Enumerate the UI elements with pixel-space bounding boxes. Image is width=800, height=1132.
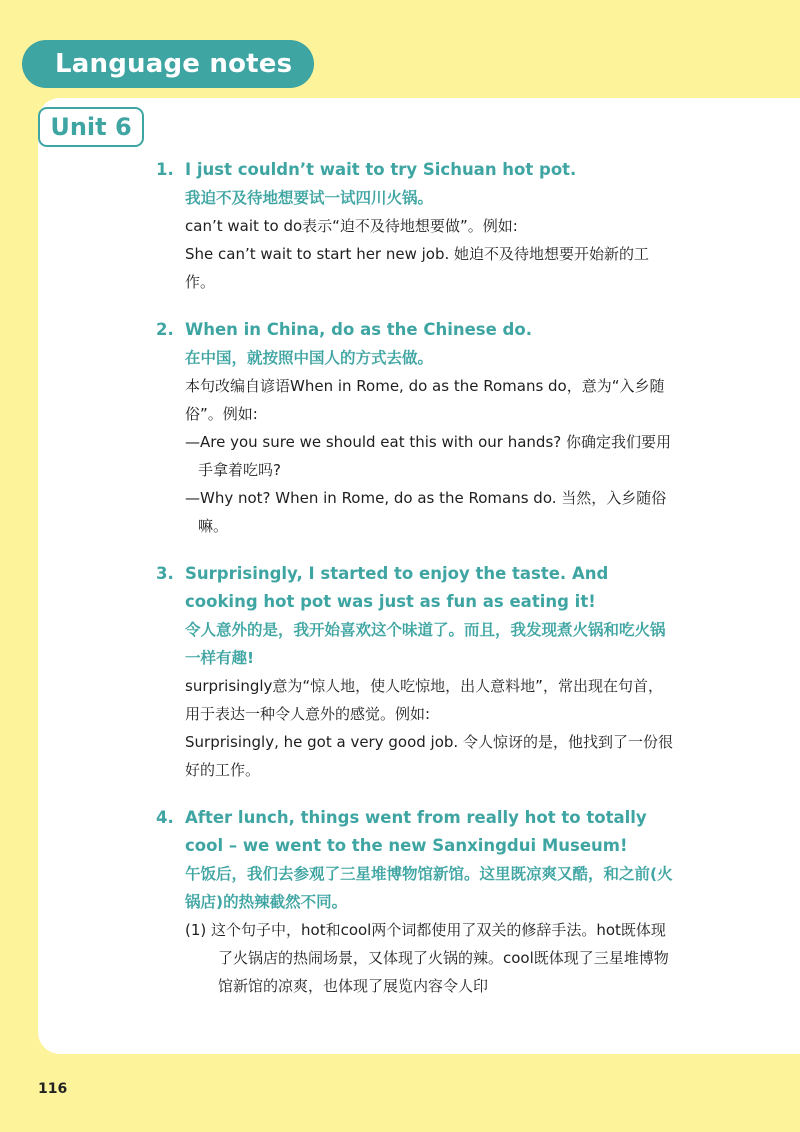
note-title-en: When in China, do as the Chinese do. — [185, 320, 532, 339]
unit-label: Unit 6 — [50, 113, 132, 141]
note-example: Surprisingly, he got a very good job. 令人惊讶的是，他找到了一份很好的工作。 — [185, 733, 673, 779]
note-title-cn: 我迫不及待地想要试一试四川火锅。 — [185, 189, 434, 207]
note-number: 1. — [156, 160, 174, 179]
note-title-en: Surprisingly, I started to enjoy the taste. And cooking hot pot was just as fun as eating it! — [185, 564, 609, 611]
note-number: 3. — [156, 564, 174, 583]
note-sub-item: (1) 这个句子中，hot和cool两个词都使用了双关的修辞手法。hot既体现了火锅店的热闹场景，又体现了火锅的辣。cool既体现了三星堆博物馆新馆的凉爽，也体现了展览内容令人印 — [185, 921, 669, 995]
note-title-en: After lunch, things went from really hot to totally cool – we went to the new Sanxingdui Museum! — [185, 808, 647, 855]
note-number: 4. — [156, 808, 174, 827]
note-example: She can’t wait to start her new job. 她迫不及待地想要开始新的工作。 — [185, 245, 650, 291]
note-title-cn: 午饭后，我们去参观了三星堆博物馆新馆。这里既凉爽又酷，和之前(火锅店)的热辣截然不同。 — [185, 865, 673, 911]
note-explanation: 本句改编自谚语When in Rome, do as the Romans do，意为“入乡随俗”。例如: — [185, 377, 665, 423]
note-explanation: can’t wait to do表示“迫不及待地想要做”。例如: — [185, 217, 518, 235]
note-item-3 — [156, 560, 676, 784]
note-explanation: surprisingly意为“惊人地，使人吃惊地，出人意料地”，常出现在句首，用于表达一种令人意外的感觉。例如: — [185, 677, 663, 723]
note-item-4 — [156, 804, 676, 1000]
section-title: Language notes — [55, 49, 293, 79]
dialog-line: —Are you sure we should eat this with our hands? 你确定我们要用手拿着吃吗? — [185, 433, 671, 479]
note-title-cn: 在中国，就按照中国人的方式去做。 — [185, 349, 434, 367]
note-title-en: I just couldn’t wait to try Sichuan hot pot. — [185, 160, 577, 179]
section-header-banner — [22, 40, 314, 88]
note-item-2 — [156, 316, 676, 540]
unit-badge — [38, 107, 144, 147]
note-number: 2. — [156, 320, 174, 339]
page-number: 116 — [38, 1081, 68, 1097]
note-item-1 — [156, 156, 676, 296]
note-title-cn: 令人意外的是，我开始喜欢这个味道了。而且，我发现煮火锅和吃火锅一样有趣! — [185, 621, 666, 667]
dialog-line: —Why not? When in Rome, do as the Romans do. 当然，入乡随俗嘛。 — [185, 489, 667, 535]
language-notes-list — [156, 156, 676, 1020]
